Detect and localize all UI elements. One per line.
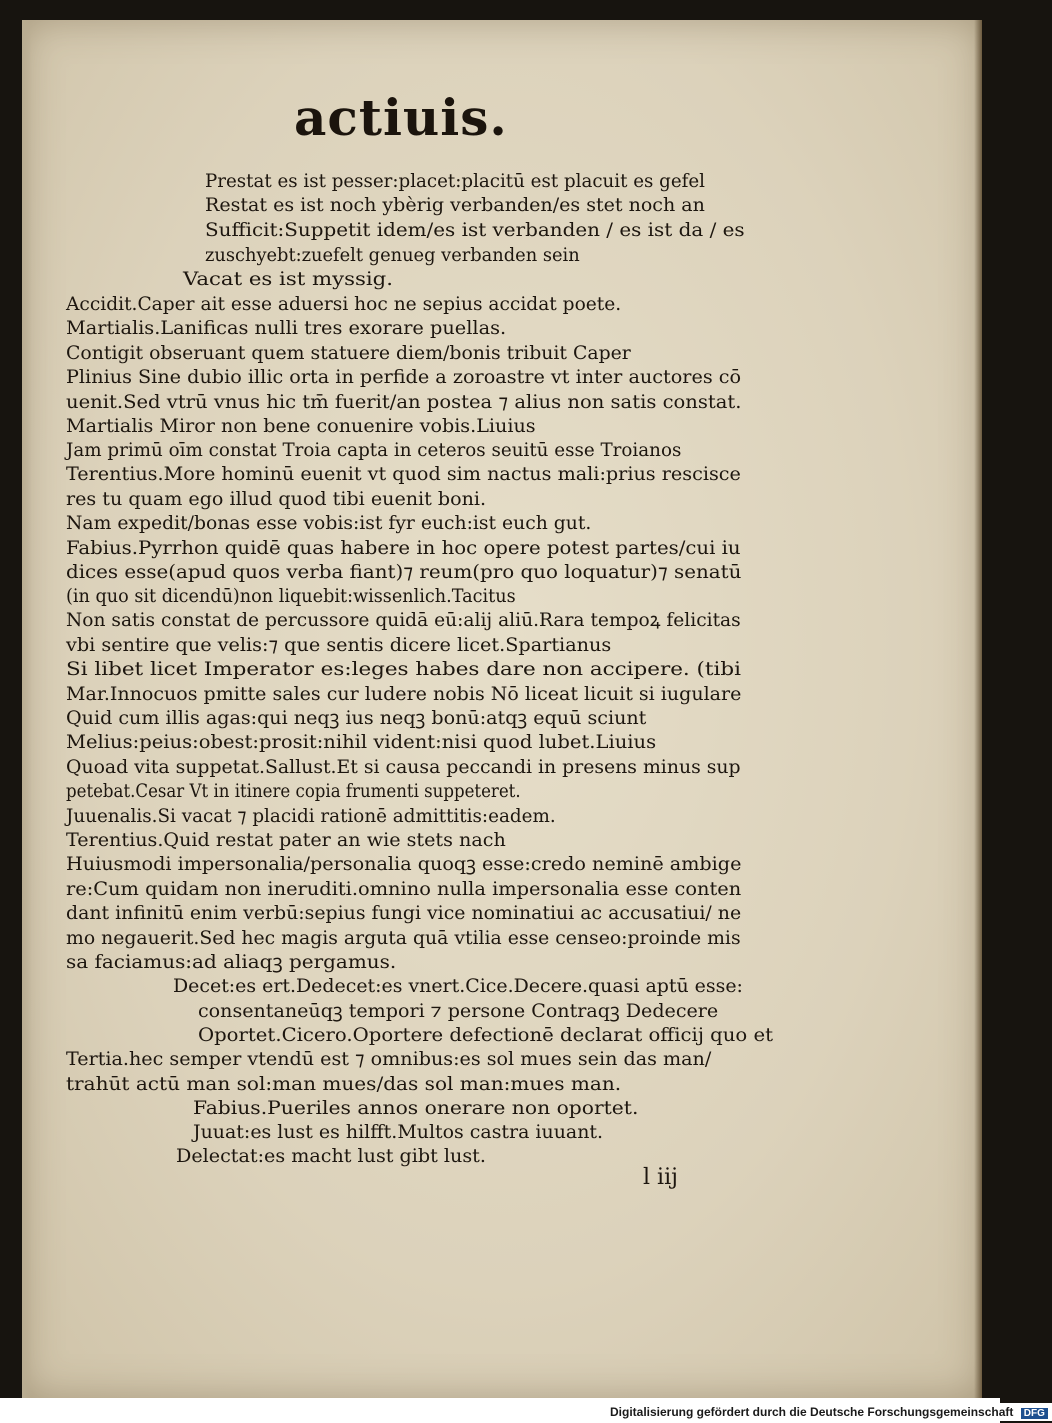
text-line: Quid cum illis agas:qui neqꝫ ius neqꝫ bonū:atqꝫ equū sciunt	[66, 707, 647, 729]
text-line: Accidit.Caper ait esse aduersi hoc ne sepius accidat poete.	[66, 293, 622, 315]
running-head: actiuis.	[294, 88, 508, 147]
text-line: Terentius.Quid restat pater an wie stets nach	[66, 829, 506, 851]
text-line: Si libet licet Imperator es:leges habes dare non accipere. (tibi	[66, 658, 741, 680]
text-line: Tertia.hec semper vtendū est ⁊ omnibus:es sol mues sein das man/	[66, 1048, 712, 1070]
text-line: Quoad vita suppetat.Sallust.Et si causa peccandi in presens minus sup	[66, 756, 741, 778]
text-line: dices esse(apud quos verba fiant)⁊ reum(pro quo loquatur)⁊ senatū	[66, 561, 742, 583]
text-line: mo negauerit.Sed hec magis arguta quā vtilia esse censeo:proinde mis	[66, 927, 741, 949]
text-line: Huiusmodi impersonalia/personalia quoqꝫ esse:credo neminē ambige	[66, 853, 742, 875]
text-line: Melius:peius:obest:prosit:nihil vident:nisi quod lubet.Liuius	[66, 731, 657, 753]
text-line: Decet:es ert.Dedecet:es vnert.Cice.Decere.quasi aptū esse:	[173, 975, 743, 997]
text-line: Fabius.Pyrrhon quidē quas habere in hoc opere potest partes/cui iu	[66, 537, 741, 559]
text-line: Vacat es ist myssig.	[183, 268, 394, 290]
text-line: Delectat:es macht lust gibt lust.	[176, 1145, 486, 1167]
text-line: Restat es ist noch ybèrig verbanden/es stet noch an	[205, 194, 705, 216]
signature-mark: l iij	[643, 1165, 678, 1190]
text-line: re:Cum quidam non ineruditi.omnino nulla impersonalia esse conten	[66, 878, 742, 900]
text-line: consentaneūqꝫ tempori ⁊ persone Contraqꝫ Dedecere	[198, 1000, 719, 1022]
text-line: Contigit obseruant quem statuere diem/bonis tribuit Caper	[66, 342, 631, 364]
text-line: Fabius.Pueriles annos onerare non oportet.	[193, 1097, 639, 1119]
dfg-logo: DFG	[1021, 1408, 1048, 1419]
text-line: dant infinitū enim verbū:sepius fungi vice nominatiui ac accusatiui/ ne	[66, 902, 742, 924]
text-line: sa faciamus:ad aliaqꝫ pergamus.	[66, 951, 397, 973]
text-line: Non satis constat de percussore quidā eū:alij aliū.Rara tempoꝝ felicitas	[66, 609, 741, 631]
text-line: Martialis Miror non bene conuenire vobis.Liuius	[66, 415, 536, 437]
credit-text: Digitalisierung gefördert durch die Deutsche Forschungsgemeinschaft	[610, 1405, 1014, 1419]
text-line: Mar.Innocuos pmitte sales cur ludere nobis Nō liceat licuit si iugulare	[66, 683, 742, 705]
text-line: (in quo sit dicendū)non liquebit:wissenlich.Tacitus	[66, 585, 516, 607]
text-line: res tu quam ego illud quod tibi euenit boni.	[66, 488, 487, 510]
text-line: Jam primū oīm constat Troia capta in ceteros seuitū esse Troianos	[66, 439, 682, 461]
text-line: petebat.Cesar Vt in itinere copia frumenti suppeteret.	[66, 780, 521, 802]
text-line: Nam expedit/bonas esse vobis:ist fyr euch:ist euch gut.	[66, 512, 592, 534]
digitization-credit	[606, 1403, 1052, 1421]
text-line: Terentius.More hominū euenit vt quod sim nactus mali:prius rescisce	[66, 463, 741, 485]
text-line: trahūt actū man sol:man mues/das sol man:mues man.	[66, 1073, 622, 1095]
text-line: Oportet.Cicero.Oportere defectionē declarat officij quo et	[198, 1024, 774, 1046]
text-line: uenit.Sed vtrū vnus hic tm̄ fuerit/an postea ⁊ alius non satis constat.	[66, 391, 742, 413]
text-line: Juuat:es lust es hilfft.Multos castra iuuant.	[193, 1121, 604, 1143]
text-line: Plinius Sine dubio illic orta in perfide a zoroastre vt inter auctores cō	[66, 366, 742, 388]
text-line: Juuenalis.Si vacat ⁊ placidi rationē admittitis:eadem.	[66, 805, 556, 827]
text-line: zuschyebt:zuefelt genueg verbanden sein	[205, 244, 580, 266]
text-line: Martialis.Lanificas nulli tres exorare puellas.	[66, 317, 507, 339]
text-line: Prestat es ist pesser:placet:placitū est placuit es gefel	[205, 170, 706, 192]
text-line: vbi sentire que velis:⁊ que sentis dicere licet.Spartianus	[66, 634, 612, 656]
text-line: Sufficit:Suppetit idem/es ist verbanden / es ist da / es	[205, 219, 745, 241]
